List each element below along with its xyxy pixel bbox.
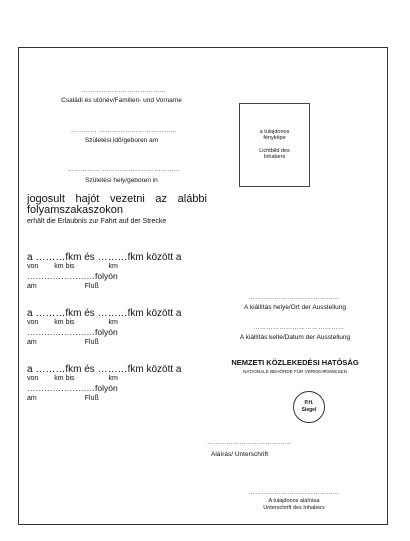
section-2-fluss: Fluß [84,339,99,346]
section-2-row2 [27,319,118,326]
section-2-km-bis: km bis [54,319,75,326]
section-1-row2 [27,263,118,270]
issue-place-dots: …………………………………… [248,295,340,301]
permission-hu: jogosult hajót vezetni az alábbi folyamszakaszokon [27,193,207,216]
document-page [18,47,388,525]
section-2-row1: a ………fkm és ………fkm között a [27,308,182,319]
photo-text-1: a tulajdonos [259,129,290,135]
section-1-von: von [27,263,39,270]
section-2-am: am [27,339,37,346]
section-3-row2 [27,375,118,382]
owner-signature-dots: …………………………………… [248,490,340,496]
signature-label: Aláírás/ Unterschrift [211,451,269,458]
section-1-row1: a ………fkm és ………fkm között a [27,252,182,263]
section-3-am: am [27,395,37,402]
section-2-km: km [108,319,118,326]
birth-place-label: Születési hely/geboren in [85,177,158,184]
seal-circle [293,391,325,423]
owner-signature-label-1: A tulajdonos aláírása [268,498,320,504]
seal-text-2: Siegel [301,407,317,413]
section-3-km: km [108,375,118,382]
birth-date-dots: ………… ……………………………… [70,128,178,134]
authority-hu: NEMZETI KÖZLEKEDÉSI HATÓSÁG [231,358,359,367]
photo-box [239,103,310,187]
section-2-row3: ……………………folyón [27,327,118,337]
section-2-von: von [27,319,39,326]
signature-dots: ………………………………… [207,440,292,446]
birth-date-label: Születési idő/geboren am [84,137,159,144]
authority-de: NATIONALE BEHÖRDE FÜR VERKEHRSWESEN [243,369,347,374]
seal-text-1: P.H. [304,400,314,406]
section-3-fluss: Fluß [84,395,99,402]
issue-place-label: A kiállítás helye/Ort der Ausstellung [244,304,346,311]
issue-date-label: A kiállítás kelte/Datum der Ausstellung [239,334,351,341]
section-3-row3: ……………………folyón [27,383,118,393]
photo-text-3: Lichtbild des [259,148,290,154]
name-label: Családi és utónév/Familien- und Vorname [61,97,182,104]
section-1-km: km [108,263,118,270]
name-dots: ………………………………… [81,88,167,94]
section-3-km-bis: km bis [54,375,75,382]
permission-de: erhält die Erlaubnis zur Fahrt auf der Strecke [27,218,167,225]
section-3-row4 [27,395,99,402]
section-1-row3: ……………………folyón [27,271,118,281]
section-2-row4 [27,339,99,346]
section-1-km-bis: km bis [54,263,75,270]
section-1-am: am [27,283,37,290]
birth-place-dots: …………… ……………………………… [67,167,181,173]
photo-text-4: Inhabers [263,154,286,160]
photo-text-2: fényképe [263,135,286,141]
section-1-row4 [27,283,99,290]
section-3-row1: a ………fkm és ………fkm között a [27,364,182,375]
issue-date-dots: …………………………………… [253,325,345,331]
section-1-fluss: Fluß [84,283,99,290]
section-3-von: von [27,375,39,382]
owner-signature-label-2: Unterschrift des Inhabers [263,505,325,511]
